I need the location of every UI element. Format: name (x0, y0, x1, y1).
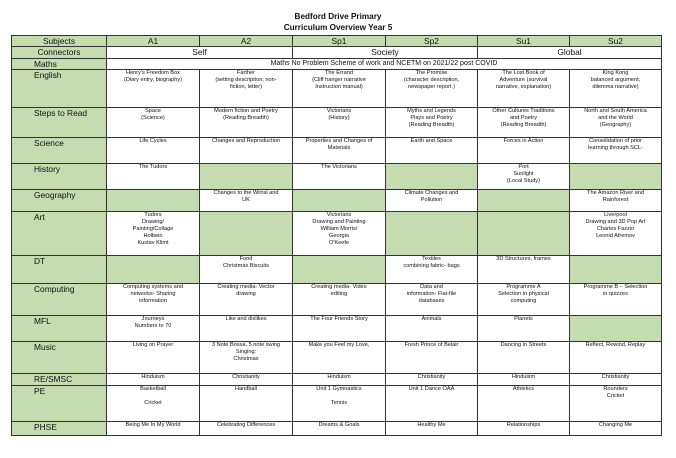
cell-a2 (200, 138, 293, 164)
subject-row (12, 316, 662, 342)
cell-a2 (200, 284, 293, 316)
cell-su1 (478, 212, 570, 256)
cell-line: Changing Me (598, 422, 633, 428)
cell-line: Singing: (235, 348, 257, 355)
cell-su2 (570, 284, 662, 316)
cell-a1 (107, 386, 200, 422)
cell-line: Hinduism (511, 374, 536, 380)
cell-line: Victorians (326, 108, 352, 114)
cell-su2 (570, 374, 662, 386)
cell-su1 (478, 190, 570, 212)
cell-line: Adventure (survival (499, 76, 548, 83)
cell-a2 (200, 256, 293, 284)
cell-line: fiction, letter) (229, 83, 263, 90)
cell-line: Drawing and Painting (312, 218, 366, 225)
subject-row (12, 386, 662, 422)
cell-line: Christmas Biscuits (222, 262, 269, 269)
cell-line: Fresh Prince of Belair (404, 342, 459, 348)
cell-line: Dancing in Streets (500, 342, 547, 348)
cell-line: learning through SCL- (588, 144, 643, 151)
maths-row (12, 59, 662, 70)
subject-row (12, 422, 662, 436)
cell-sp1 (293, 284, 386, 316)
subject-label: Art (12, 212, 107, 256)
subject-row (12, 342, 662, 374)
cell-line: Drawing and 3D Pop Art (585, 218, 646, 225)
cell-line: Holbein (143, 232, 163, 239)
cell-line: and the World (598, 114, 633, 121)
cell-su1 (478, 108, 570, 138)
cell-line: (Cliff hanger narrative (312, 76, 366, 83)
cell-sp1 (293, 212, 386, 256)
cell-line: Plays and Poetry (410, 114, 453, 121)
cell-line: (Reading Breadth) (500, 121, 547, 128)
cell-line: Sunlight (513, 170, 534, 177)
cell-su2 (570, 422, 662, 436)
cell-sp1 (293, 138, 386, 164)
cell-line: Changes and Reproduction (211, 138, 281, 144)
maths-text: Maths No Problem Scheme of work and NCETM on 2021/22 post COVID (107, 59, 662, 70)
cell-line: 3 Note Bossa, 5 note swing (211, 342, 281, 348)
cell-line: Textiles (422, 256, 441, 262)
cell-line: information (139, 297, 167, 304)
cell-a1 (107, 316, 200, 342)
cell-su1 (478, 284, 570, 316)
cell-su1 (478, 422, 570, 436)
subject-label: Computing (12, 284, 107, 316)
cell-line: Life Cycles (139, 138, 167, 144)
subject-label: DT (12, 256, 107, 284)
cell-line: Programme A (506, 284, 541, 290)
cell-line: Numbers to 70 (134, 322, 172, 329)
cell-line: Climate Changes and (404, 190, 459, 196)
cell-sp1 (293, 422, 386, 436)
cell-su1 (478, 164, 570, 190)
cell-a1 (107, 342, 200, 374)
cell-line: (Science) (141, 114, 165, 121)
cell-su1 (478, 342, 570, 374)
connector-spring: Society (293, 47, 478, 59)
cell-line: in quizzes (603, 290, 628, 297)
cell-line: Victorians (326, 212, 352, 218)
cell-su2 (570, 138, 662, 164)
cell-line: Hinduism (327, 374, 351, 380)
cell-line: Handball (234, 386, 258, 392)
cell-su1 (478, 374, 570, 386)
cell-line: Athletics (512, 386, 535, 392)
cell-sp1 (293, 70, 386, 108)
cell-line: Computing systems and (122, 284, 183, 290)
cell-sp2 (386, 342, 478, 374)
subject-label: History (12, 164, 107, 190)
cell-line: Celebrating Differences (216, 422, 276, 428)
connector-summer: Global (478, 47, 662, 59)
cell-a1 (107, 138, 200, 164)
cell-line: Relationships (506, 422, 541, 428)
cell-su1 (478, 386, 570, 422)
cell-line: Being Me In My World (125, 422, 181, 428)
cell-line: Like and dislikes (225, 316, 267, 322)
subject-row (12, 138, 662, 164)
cell-line: O'Keefe (328, 239, 350, 246)
cell-sp1 (293, 164, 386, 190)
subject-row (12, 190, 662, 212)
cell-line: Journeys (141, 316, 165, 322)
subject-label: Geography (12, 190, 107, 212)
cell-line: Unit 1 Dance OAA (408, 386, 455, 392)
cell-line: Properties and Changes of (305, 138, 373, 144)
cell-line: editing (330, 290, 348, 297)
cell-a2 (200, 386, 293, 422)
cell-su2 (570, 316, 662, 342)
cell-a2 (200, 190, 293, 212)
cell-sp1 (293, 190, 386, 212)
cell-a2 (200, 212, 293, 256)
cell-line: Painting/Collage (132, 225, 174, 232)
cell-line: Tennis (330, 399, 348, 406)
cell-a1 (107, 284, 200, 316)
subject-row (12, 284, 662, 316)
cell-line: Creating media- Video (311, 284, 367, 290)
cell-line: 3D Structures, frames (496, 256, 551, 262)
cell-a2 (200, 316, 293, 342)
subject-label: Science (12, 138, 107, 164)
cell-line: Changes to the Wirral and (213, 190, 279, 196)
cell-su2 (570, 108, 662, 138)
cell-line: Programme B – Selection (583, 284, 648, 290)
subject-row (12, 256, 662, 284)
cell-line: Farther (236, 70, 256, 76)
cell-a1 (107, 256, 200, 284)
cell-a1 (107, 164, 200, 190)
cell-line: Charles Fazzio (596, 225, 635, 232)
cell-sp1 (293, 256, 386, 284)
cell-a2 (200, 342, 293, 374)
cell-line: Consolidation of prior (589, 138, 642, 144)
cell-line: narrative, explanation) (495, 83, 552, 90)
cell-line: networks- Sharing (130, 290, 176, 297)
cell-su1 (478, 70, 570, 108)
cell-line: drawing (236, 290, 256, 297)
cell-sp2 (386, 190, 478, 212)
cell-line: (setting description, non- (215, 76, 277, 83)
column-header-sp2: Sp2 (386, 36, 478, 47)
column-header-su2: Su2 (570, 36, 662, 47)
cell-line: combining fabric- bags (403, 262, 460, 269)
cell-line: The Lost Book of (502, 70, 545, 76)
cell-su2 (570, 212, 662, 256)
cell-su1 (478, 256, 570, 284)
page-subtitle: Curriculum Overview Year 5 (283, 23, 393, 32)
page-title: Bedford Drive Primary (294, 12, 382, 21)
cell-sp2 (386, 374, 478, 386)
connectors-row (12, 47, 662, 59)
cell-line: The Four Friends Story (310, 316, 368, 322)
subject-label: English (12, 70, 107, 108)
cell-sp1 (293, 342, 386, 374)
subject-row (12, 164, 662, 190)
cell-line: Henry's Freedom Box (126, 70, 180, 76)
cell-line: Unit 1 Gymnastics (316, 386, 362, 392)
cell-line: (Diary entry, biography) (123, 76, 183, 83)
cell-line: and Poetry (509, 114, 538, 121)
cell-line: (Reading Breadth) (223, 114, 269, 121)
cell-line: Planets (514, 316, 533, 322)
cell-a1 (107, 108, 200, 138)
cell-line: Selection in physical (498, 290, 549, 297)
subject-label: Music (12, 342, 107, 374)
cell-a2 (200, 374, 293, 386)
cell-a2 (200, 70, 293, 108)
cell-line: Animals (421, 316, 442, 322)
cell-line: Christianity (417, 374, 446, 380)
cell-sp1 (293, 108, 386, 138)
cell-line (294, 393, 384, 400)
cell-su2 (570, 342, 662, 374)
cell-a1 (107, 212, 200, 256)
cell-su1 (478, 316, 570, 342)
cell-line: UK (242, 196, 250, 203)
cell-line: Forces in Action (503, 138, 544, 144)
cell-line: computing (510, 297, 537, 304)
cell-su2 (570, 164, 662, 190)
cell-line: Reflect, Rewind, Replay (585, 342, 646, 348)
cell-a1 (107, 70, 200, 108)
cell-sp1 (293, 386, 386, 422)
cell-line: information- Flat-file (406, 290, 457, 297)
cell-sp2 (386, 70, 478, 108)
cell-line: Liverpool (604, 212, 627, 218)
cell-a1 (107, 374, 200, 386)
cell-line: Port (518, 164, 529, 170)
cell-line: Leonid Afremov (596, 232, 635, 239)
curriculum-table (11, 35, 662, 436)
cell-line: newspaper report ) (408, 83, 455, 90)
cell-line: Hinduism (141, 374, 165, 380)
cell-line: (History) (328, 114, 350, 121)
cell-line: Space (145, 108, 161, 114)
cell-line: Christianity (601, 374, 630, 380)
cell-sp1 (293, 374, 386, 386)
cell-su2 (570, 256, 662, 284)
cell-line: Kustav Klimt (137, 239, 169, 246)
cell-line: Christmas (233, 355, 259, 362)
cell-su2 (570, 386, 662, 422)
column-header-sp1: Sp1 (293, 36, 386, 47)
cell-sp2 (386, 212, 478, 256)
cell-line: Earth and Space (410, 138, 453, 144)
cell-a2 (200, 108, 293, 138)
connector-autumn: Self (107, 47, 293, 59)
subject-label: MFL (12, 316, 107, 342)
cell-line: (Reading Breadth) (408, 121, 455, 128)
cell-line: Other Cultures Traditions (492, 108, 555, 114)
cell-line: Myths and Legends (407, 108, 456, 114)
cell-line: Pollution (420, 196, 443, 203)
cell-line: Basketball (140, 386, 166, 392)
cell-line: Make you Feel my Love, (308, 342, 370, 348)
cell-line: King Kong (602, 70, 629, 76)
cell-su2 (570, 70, 662, 108)
cell-sp2 (386, 316, 478, 342)
cell-line: Georgia (329, 232, 349, 239)
cell-line: (character description, (403, 76, 460, 83)
cell-line: The Tudors (138, 164, 168, 170)
cell-line: Creating media- Vector (217, 284, 275, 290)
maths-label: Maths (12, 59, 107, 70)
cell-sp2 (386, 138, 478, 164)
cell-line: dilemma narrative) (592, 83, 639, 90)
cell-a1 (107, 190, 200, 212)
cell-a2 (200, 164, 293, 190)
connectors-label: Connectors (12, 47, 107, 59)
cell-line: Drawing/ (141, 218, 165, 225)
cell-line: The Promise (415, 70, 448, 76)
cell-sp2 (386, 108, 478, 138)
cell-line: Materials (327, 144, 351, 151)
cell-line: (Local Study) (507, 177, 540, 184)
cell-line: Rainforest (602, 196, 629, 203)
subject-row (12, 212, 662, 256)
cell-line: Instruction manual) (315, 83, 363, 90)
cell-line: Data and (420, 284, 443, 290)
subject-row (12, 374, 662, 386)
subject-row (12, 70, 662, 108)
cell-line: Cricket (144, 399, 162, 406)
cell-sp2 (386, 422, 478, 436)
subject-label: Steps to Read (12, 108, 107, 138)
cell-a2 (200, 422, 293, 436)
cell-line: Living on Prayer (132, 342, 174, 348)
cell-line: (Geography) (599, 121, 632, 128)
cell-line: The Victorians (321, 164, 357, 170)
cell-line: Food (239, 256, 253, 262)
cell-sp2 (386, 386, 478, 422)
cell-su1 (478, 138, 570, 164)
cell-sp2 (386, 256, 478, 284)
subject-label: PE (12, 386, 107, 422)
cell-line: Healthy Me (417, 422, 446, 428)
cell-line: The Errand (325, 70, 353, 76)
cell-sp2 (386, 164, 478, 190)
column-header-a2: A2 (200, 36, 293, 47)
subject-row (12, 108, 662, 138)
subject-label: RE/SMSC (12, 374, 107, 386)
cell-line: Rounders (603, 386, 628, 392)
cell-line: William Morris/ (320, 225, 358, 232)
cell-sp1 (293, 316, 386, 342)
cell-line: Cricket (606, 392, 625, 399)
cell-line: Modern fiction and Poetry (214, 108, 278, 114)
column-header-su1: Su1 (478, 36, 570, 47)
cell-line: North and South America (584, 108, 647, 114)
cell-line: databases (418, 297, 445, 304)
column-header-a1: A1 (107, 36, 200, 47)
cell-a1 (107, 422, 200, 436)
cell-sp2 (386, 284, 478, 316)
cell-line: Christianity (232, 374, 260, 380)
header-row (12, 36, 662, 47)
cell-line: The Amazon River and (587, 190, 644, 196)
column-header-subjects: Subjects (12, 36, 107, 47)
cell-su2 (570, 190, 662, 212)
cell-line (108, 393, 198, 400)
subject-label: PHSE (12, 422, 107, 436)
cell-line: Dreams & Goals (318, 422, 360, 428)
cell-line: Tudors (144, 212, 162, 218)
cell-line: balanced argument, (590, 76, 641, 83)
